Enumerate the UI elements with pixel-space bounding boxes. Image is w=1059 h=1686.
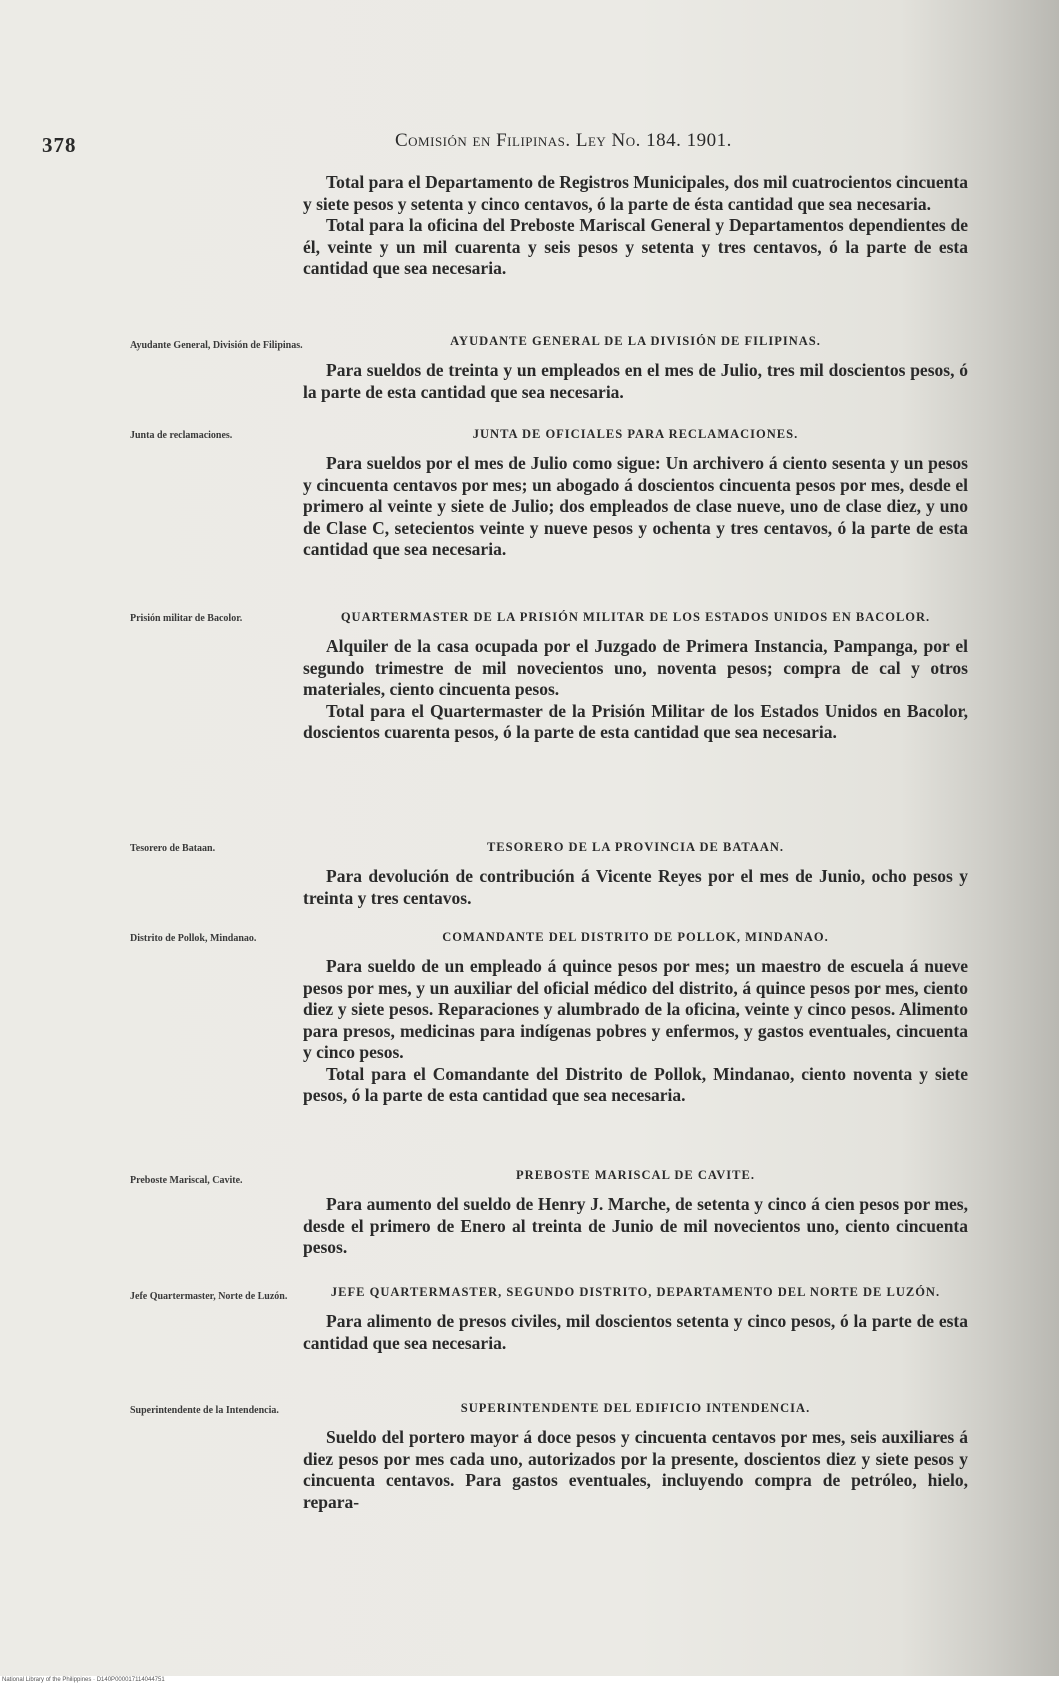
section-heading: AYUDANTE GENERAL DE LA DIVISIÓN DE FILIPINAS. [450,334,821,348]
section-jefe-quartermaster [303,1283,968,1354]
margin-note: Superintendente de la Intendencia. [130,1405,279,1416]
margin-note: Tesorero de Bataan. [130,843,216,854]
section-junta-reclamaciones [303,425,968,561]
section-heading: JEFE QUARTERMASTER, SEGUNDO DISTRITO, DEPARTAMENTO DEL NORTE DE LUZÓN. [330,1285,941,1299]
section-superintendente [303,1399,968,1513]
section-heading: TESORERO DE LA PROVINCIA DE BATAAN. [486,840,785,854]
margin-note: Ayudante General, División de Filipinas. [130,340,303,351]
paragraph: Para alimento de presos civiles, mil doscientos setenta y cinco pesos, ó la parte de esta cantidad que sea necesaria. [303,1311,968,1353]
footer-credit: National Library of the Philippines · D140P000017114044751 [2,1677,165,1683]
paragraph: Total para el Quartermaster de la Prisión Militar de los Estados Unidos en Bacolor, doscientos cuarenta pesos, ó la parte de esta cantidad que sea necesaria. [303,700,968,742]
paragraph: Sueldo del portero mayor á doce pesos y cincuenta centavos por mes, seis auxiliares á diez pesos por mes cada uno, autorizados por la presente, doscientos diez y siete pesos y cincuenta centavos. Para gastos eventuales, incluyendo compra de petróleo, hielo, repara- [303,1427,968,1512]
section-heading: SUPERINTENDENTE DEL EDIFICIO INTENDENCIA. [460,1401,811,1415]
section-ayudante-general [303,332,968,403]
section-preboste-cavite [303,1166,968,1259]
paragraph: Para sueldos de treinta y un empleados en el mes de Julio, tres mil doscientos pesos, ó la parte de esta cantidad que sea necesaria. [303,360,968,402]
section-distrito-pollok [303,928,968,1107]
section-heading: PREBOSTE MARISCAL DE CAVITE. [516,1168,755,1182]
paragraph: Total para la oficina del Preboste Mariscal General y Departamentos dependientes de él, veinte y un mil cuarenta y seis pesos y setenta y tres centavos, ó la parte de esta cantidad que sea necesaria. [303,215,968,278]
paragraph: Para sueldos por el mes de Julio como sigue: Un archivero á ciento sesenta y un pesos y cincuenta centavos por mes; un abogado á doscientos cincuenta pesos por mes, desde el primero al veinte y siete de Julio; dos empleados de clase nueve, uno de clase diez, y uno de Clase C, setecientos veinte y nueve pesos y ochenta y tres centavos, ó la parte de esta cantidad que sea necesaria. [303,453,968,559]
margin-note: Jefe Quartermaster, Norte de Luzón. [130,1291,288,1302]
running-head: Comisión en Filipinas. Ley No. 184. 1901. [395,130,732,151]
margin-note: Junta de reclamaciones. [130,430,233,441]
section-heading: QUARTERMASTER DE LA PRISIÓN MILITAR DE LOS ESTADOS UNIDOS EN BACOLOR. [340,610,931,624]
paragraph: Para devolución de contribución á Vicente Reyes por el mes de Junio, ocho pesos y treinta y tres centavos. [303,866,968,908]
paragraph: Para aumento del sueldo de Henry J. Marche, de setenta y cinco á cien pesos por mes, desde el primero de Enero al treinta de Junio de mil novecientos uno, ciento cincuenta pesos. [303,1194,968,1257]
paragraph: Alquiler de la casa ocupada por el Juzgado de Primera Instancia, Pampanga, por el segundo trimestre de mil novecientos uno, noventa pesos; compra de cal y otros materiales, ciento cincuenta pesos. [303,636,968,699]
margin-note: Preboste Mariscal, Cavite. [130,1175,243,1186]
section-heading: JUNTA DE OFICIALES PARA RECLAMACIONES. [472,427,799,441]
section-totals [303,172,968,280]
paragraph: Total para el Departamento de Registros Municipales, dos mil cuatrocientos cincuenta y siete pesos y setenta y cinco centavos, ó la parte de ésta cantidad que sea necesaria. [303,172,968,214]
paragraph: Total para el Comandante del Distrito de Pollok, Mindanao, ciento noventa y siete pesos, ó la parte de esta cantidad que sea necesaria. [303,1063,968,1105]
section-prision-militar [303,608,968,744]
paragraph: Para sueldo de un empleado á quince pesos por mes; un maestro de escuela á nueve pesos por mes, y un auxiliar del oficial médico del distrito, á quince pesos por mes, ciento diez y siete pesos. Reparaciones y alumbrado de la oficina, veinte y cinco pesos. Alimento para presos, medicinas para indígenas pobres y enfermos, y gastos eventuales, cincuenta y cinco pesos. [303,956,968,1062]
page-number: 378 [42,133,77,157]
margin-note: Distrito de Pollok, Mindanao. [130,933,257,944]
section-tesorero-bataan [303,838,968,909]
section-heading: COMANDANTE DEL DISTRITO DE POLLOK, MINDANAO. [442,930,829,944]
margin-note: Prisión militar de Bacolor. [130,613,243,624]
